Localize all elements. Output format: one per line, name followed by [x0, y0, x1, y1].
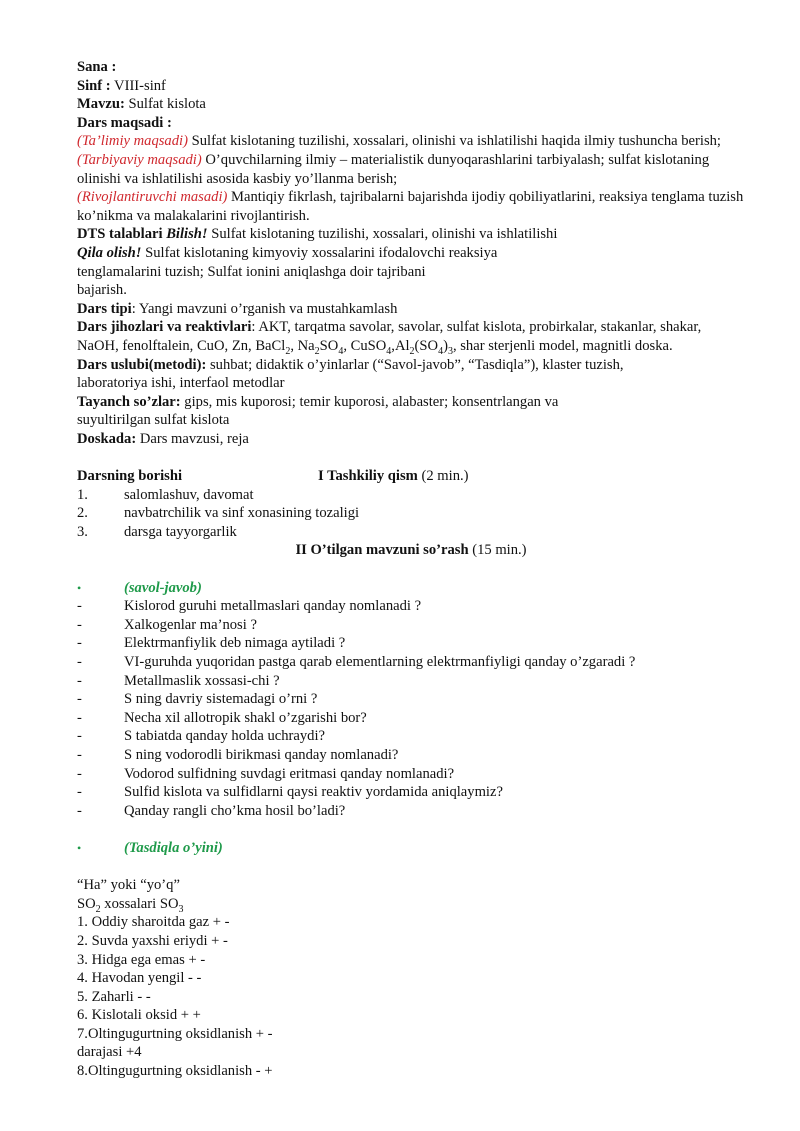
question-item [77, 597, 745, 616]
question-text: Kislorod guruhi metallmaslari qanday nomlanadi ? [124, 598, 422, 615]
part2-time: (15 min.) [468, 542, 527, 559]
dars-tipi-label: Dars tipi [77, 300, 132, 317]
dash-marker: - [77, 765, 82, 782]
jihozlar-text-1: : AKT, tarqatma savolar, savolar, sulfat kislota, probirkalar, stakanlar, shakar, [251, 319, 702, 336]
tasdiqla-item: 6. Kislotali oksid + + [77, 1007, 201, 1024]
question-text: Metallmaslik xossasi-chi ? [124, 672, 280, 689]
tasdiqla-item: 7.Oltingugurtning oksidlanish + - [77, 1025, 273, 1042]
tasdiqla-item: 1. Oddiy sharoitda gaz + - [77, 914, 230, 931]
jihozlar-text-2g: ) [443, 337, 448, 354]
list-text: navbatrchilik va sinf xonasining tozaligi [124, 505, 360, 522]
goal-text: O’quvchilarning ilmiy – materialistik dunyoqarashlarini tarbiyalash; sulfat kislotaning olinishi va ishlatilishi asosida kasbiy yo’llanma berish; [77, 151, 710, 187]
jihozlar-label: Dars jihozlari va reaktivlari [77, 319, 252, 336]
jihozlar-text-2d: , CuSO [343, 337, 387, 354]
question-text: Vodorod sulfidning suvdagi eritmasi qanday nomlanadi? [124, 765, 455, 782]
question-text: Xalkogenlar ma’nosi ? [124, 616, 257, 633]
jihozlar-text-2a: NaOH, fenolftalein, CuO, Zn, BaCl [77, 337, 286, 354]
question-item [77, 783, 745, 802]
dash-marker: - [77, 691, 82, 708]
tasdiqla-title: (Tasdiqla o’yini) [124, 839, 223, 856]
dash-marker: - [77, 802, 82, 819]
question-text: Elektrmanfiylik deb nimaga aytiladi ? [124, 635, 346, 652]
question-item [77, 653, 745, 672]
mavzu-line [77, 95, 745, 114]
subscript: 2 [314, 345, 320, 357]
subscript: 4 [338, 345, 344, 357]
question-text: S ning davriy sistemadagi o’rni ? [124, 691, 318, 708]
uslub-line-2: laboratoriya ishi, interfaol metodlar [77, 375, 285, 392]
question-text: VI-guruhda yuqoridan pastga qarab elementlarning elektrmanfiyligi qanday o’zgaradi ? [124, 654, 636, 670]
doskada-line [77, 430, 745, 449]
tayanch-label: Tayanch so’zlar: [77, 393, 181, 410]
doskada-value: Dars mavzusi, reja [136, 430, 249, 447]
dars-maqsadi-line [77, 114, 745, 133]
question-item [77, 746, 745, 765]
dash-marker: - [77, 784, 82, 801]
jihozlar-line-2 [77, 337, 745, 356]
borishi-label: Darsning borishi [77, 468, 183, 485]
so2-so3-line [77, 895, 745, 914]
tasdiqla-item: darajasi +4 [77, 1044, 142, 1061]
subscript: 2 [409, 345, 415, 357]
question-item [77, 672, 745, 691]
goal-tag: (Tarbiyaviy maqsadi) [77, 151, 202, 168]
question-text: Qanday rangli cho’kma hosil bo’ladi? [124, 802, 346, 819]
uslub-text-1: suhbat; didaktik o’yinlarlar (“Savol-javob”, “Tasdiqla”), klaster tuzish, [206, 356, 624, 373]
dash-marker: - [77, 728, 82, 745]
goal-tarbiyaviy [77, 151, 745, 188]
list-number: 3. [77, 523, 88, 540]
mavzu-value: Sulfat kislota [124, 96, 206, 113]
subscript: 3 [447, 345, 453, 357]
sinf-label: Sinf : [77, 77, 111, 94]
dash-marker: - [77, 654, 82, 670]
borishi-line [77, 467, 745, 486]
uslub-label: Dars uslubi(metodi): [77, 356, 207, 373]
dash-marker: - [77, 672, 82, 689]
goal-text: Sulfat kislotaning tuzilishi, xossalari, olinishi va ishlatilishi haqida ilmiy tushuncha berish; [187, 133, 721, 150]
tasdiqla-item: 3. Hidga ega emas + - [77, 951, 206, 968]
sana-line [77, 58, 745, 77]
lesson-plan [77, 58, 745, 1081]
dash-marker: - [77, 616, 82, 633]
dts-line-4: bajarish. [77, 282, 127, 299]
tayanch-line-2: suyultirilgan sulfat kislota [77, 412, 230, 429]
dars-tipi-line [77, 300, 745, 319]
goal-tag: (Ta’limiy maqsadi) [77, 133, 188, 150]
tasdiqla-list [77, 913, 745, 1080]
goal-talimiy [77, 132, 745, 151]
subscript: 3 [178, 903, 184, 915]
question-item [77, 765, 745, 784]
sana-label: Sana : [77, 59, 117, 75]
mavzu-label: Mavzu: [77, 96, 125, 113]
part2-title: II O’tilgan mavzuni so’rash [295, 542, 469, 559]
jihozlar-text-2e: ,Al [391, 337, 410, 354]
so2-text: SO [77, 895, 96, 912]
bullet-icon: • [77, 840, 82, 855]
dts-qila: Qila olish! [77, 244, 142, 261]
subscript: 4 [438, 345, 444, 357]
sinf-line [77, 77, 745, 96]
tasdiqla-item: 5. Zaharli - - [77, 988, 151, 1005]
tayanch-line-1 [77, 393, 745, 412]
jihozlar-line-1 [77, 318, 745, 337]
question-text: S ning vodorodli birikmasi qanday nomlanadi? [124, 746, 399, 763]
subscript: 2 [285, 345, 291, 357]
dash-marker: - [77, 746, 82, 763]
dts-line-1 [77, 225, 745, 244]
tasdiqla-item: 8.Oltingugurtning oksidlanish - + [77, 1063, 273, 1080]
list-item [77, 504, 745, 523]
dars-tipi-value: : Yangi mavzuni o’rganish va mustahkamlash [131, 300, 398, 317]
question-item [77, 616, 745, 635]
dts-qila-text: Sulfat kislotaning kimyoviy xossalarini ifodalovchi reaksiya [141, 244, 498, 261]
subscript: 4 [386, 345, 392, 357]
dash-marker: - [77, 598, 82, 615]
question-item [77, 709, 745, 728]
jihozlar-text-2b: , Na [290, 337, 315, 354]
question-text: Sulfid kislota va sulfidlarni qaysi reaktiv yordamida aniqlaymiz? [124, 784, 503, 801]
question-text: S tabiatda qanday holda uchraydi? [124, 728, 325, 745]
uslub-line-1 [77, 356, 745, 375]
part1-time: (2 min.) [417, 468, 469, 485]
dars-maqsadi-label: Dars maqsadi : [77, 114, 172, 131]
tasdiqla-item: 4. Havodan yengil - - [77, 970, 202, 987]
list-text: salomlashuv, davomat [124, 486, 254, 503]
dts-line-3: tenglamalarini tuzish; Sulfat ionini aniqlashga doir tajribani [77, 263, 426, 280]
question-item [77, 634, 745, 653]
question-list [77, 597, 745, 820]
dts-line-2 [77, 244, 745, 263]
goal-rivojlantiruvchi [77, 188, 745, 225]
dts-bilish-text: Sulfat kislotaning tuzilishi, xossalari, olinishi va ishlatilishi [207, 226, 558, 243]
question-item [77, 802, 745, 821]
subscript: 2 [95, 903, 101, 915]
question-text: Necha xil allotropik shakl o’zgarishi bor? [124, 709, 367, 726]
ha-yoq-line: “Ha” yoki “yo’q” [77, 877, 180, 894]
sinf-value: VIII-sinf [110, 77, 166, 94]
dash-marker: - [77, 709, 82, 726]
list-number: 2. [77, 505, 88, 522]
part1-title: I Tashkiliy qism [318, 468, 418, 485]
tasdiqla-item: 2. Suvda yaxshi eriydi + - [77, 932, 228, 949]
jihozlar-text-2h: , shar sterjenli model, magnitli doska. [452, 337, 673, 354]
part2-heading [77, 541, 745, 560]
list-number: 1. [77, 486, 88, 503]
tasdiqla-heading [77, 839, 745, 858]
list-text: darsga tayyorgarlik [124, 523, 237, 540]
dts-label: DTS talablari [77, 226, 163, 243]
list-item [77, 486, 745, 505]
goal-tag: (Rivojlantiruvchi masadi) [77, 189, 228, 206]
doskada-label: Doskada: [77, 430, 137, 447]
goal-text: Mantiqiy fikrlash, tajribalarni bajarishda ijodiy qobiliyatlarini, reaksiya tenglama tuzish ko’nikma va malakalarini rivojlantirish. [77, 189, 744, 224]
dts-bilish: Bilish! [162, 226, 208, 243]
tayanch-text-1: gips, mis kuporosi; temir kuporosi, alabaster; konsentrlangan va [180, 393, 559, 410]
savol-javob-heading [77, 579, 745, 598]
savol-javob-title: (savol-javob) [124, 579, 202, 596]
dash-marker: - [77, 635, 82, 652]
jihozlar-text-2f: (SO [414, 337, 439, 354]
question-item [77, 690, 745, 709]
so3-text: xossalari SO [100, 895, 179, 912]
bullet-icon: • [77, 580, 82, 595]
jihozlar-text-2c: SO [319, 337, 339, 354]
list-item [77, 523, 745, 542]
question-item [77, 727, 745, 746]
